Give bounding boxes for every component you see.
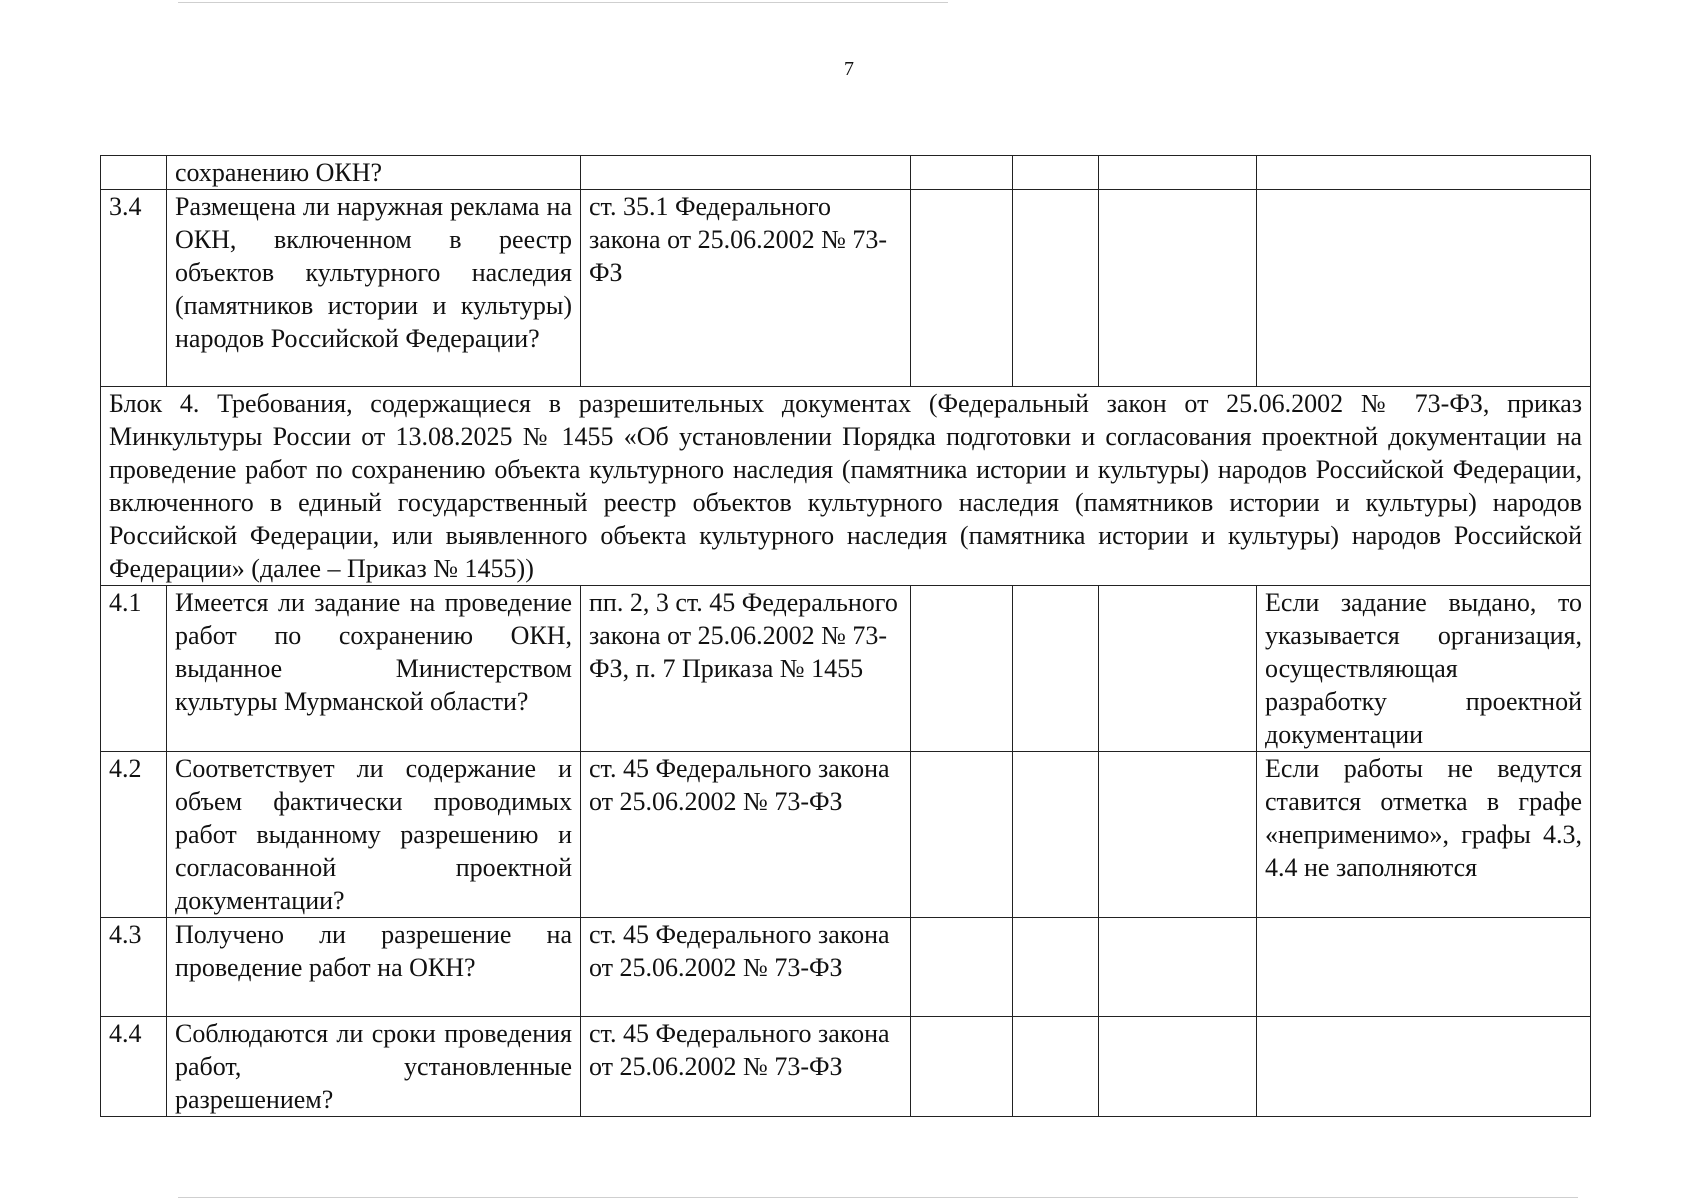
not-applicable-cell (1099, 752, 1257, 918)
note-cell (1257, 190, 1591, 387)
answer-yes-cell (911, 1017, 1013, 1117)
row-number-cell: 4.4 (101, 1017, 167, 1117)
page-number: 7 (844, 58, 854, 80)
table-row-4-1 (101, 586, 1591, 752)
table-row-4-3 (101, 918, 1591, 1017)
question-cell: Имеется ли задание на проведение работ по сохранению ОКН, выданное Министерством культуры Мурманской области? (167, 586, 581, 752)
answer-no-cell (1013, 586, 1099, 752)
answer-no-cell (1013, 918, 1099, 1017)
not-applicable-cell (1099, 1017, 1257, 1117)
table-row-3-4 (101, 190, 1591, 387)
not-applicable-cell (1099, 156, 1257, 190)
legal-basis-cell: ст. 45 Федерального закона от 25.06.2002 № 73-ФЗ (581, 918, 911, 1017)
question-cell: Соответствует ли содержание и объем фактически проводимых работ выданному разрешению и согласованной проектной документации? (167, 752, 581, 918)
block-4-title: Блок 4. Требования, содержащиеся в разрешительных документах (Федеральный закон от 25.06.2002 № 73-ФЗ, приказ Минкультуры России от 13.08.2025 № 1455 «Об установлении Порядка подготовки и согласования проектной документации на проведение работ по сохранению объекта культурного наследия (памятника истории и культуры) народов Российской Федерации, включенного в единый государственный реестр объектов культурного наследия (памятников истории и культуры) народов Российской Федерации, или выявленного объекта культурного наследия (памятника истории и культуры) народов Российской Федерации» (далее – Приказ № 1455)) (101, 387, 1591, 586)
not-applicable-cell (1099, 918, 1257, 1017)
not-applicable-cell (1099, 586, 1257, 752)
note-cell (1257, 918, 1591, 1017)
scan-edge-bottom (178, 1197, 1578, 1198)
row-number-cell: 4.2 (101, 752, 167, 918)
legal-basis-cell: ст. 45 Федерального закона от 25.06.2002 № 73-ФЗ (581, 752, 911, 918)
answer-yes-cell (911, 190, 1013, 387)
question-cell: Размещена ли наружная реклама на ОКН, включенном в реестр объектов культурного наследия (памятников истории и культуры) народов Российской Федерации? (167, 190, 581, 387)
answer-yes-cell (911, 918, 1013, 1017)
answer-yes-cell (911, 586, 1013, 752)
not-applicable-cell (1099, 190, 1257, 387)
legal-basis-cell: пп. 2, 3 ст. 45 Федерального закона от 25.06.2002 № 73-ФЗ, п. 7 Приказа № 1455 (581, 586, 911, 752)
question-cell: Соблюдаются ли сроки проведения работ, установленные разрешением? (167, 1017, 581, 1117)
answer-no-cell (1013, 190, 1099, 387)
row-number-cell: 4.3 (101, 918, 167, 1017)
legal-basis-cell: ст. 35.1 Федерального закона от 25.06.2002 № 73-ФЗ (581, 190, 911, 387)
answer-yes-cell (911, 752, 1013, 918)
answer-no-cell (1013, 752, 1099, 918)
table-row-4-4 (101, 1017, 1591, 1117)
answer-yes-cell (911, 156, 1013, 190)
table-row-4-2 (101, 752, 1591, 918)
answer-no-cell (1013, 1017, 1099, 1117)
scan-edge-top (178, 2, 948, 3)
legal-basis-cell: ст. 45 Федерального закона от 25.06.2002 № 73-ФЗ (581, 1017, 911, 1117)
note-cell: Если работы не ведутся ставится отметка в графе «неприменимо», графы 4.3, 4.4 не заполняются (1257, 752, 1591, 918)
table-row-3-3-continued (101, 156, 1591, 190)
checklist-table (100, 155, 1591, 1117)
row-number-cell: 3.4 (101, 190, 167, 387)
question-cell: Получено ли разрешение на проведение работ на ОКН? (167, 918, 581, 1017)
note-cell (1257, 1017, 1591, 1117)
block-4-header-row (101, 387, 1591, 586)
note-cell (1257, 156, 1591, 190)
note-cell: Если задание выдано, то указывается организация, осуществляющая разработку проектной документации (1257, 586, 1591, 752)
row-number-cell (101, 156, 167, 190)
legal-basis-cell (581, 156, 911, 190)
answer-no-cell (1013, 156, 1099, 190)
question-cell: сохранению ОКН? (167, 156, 581, 190)
row-number-cell: 4.1 (101, 586, 167, 752)
